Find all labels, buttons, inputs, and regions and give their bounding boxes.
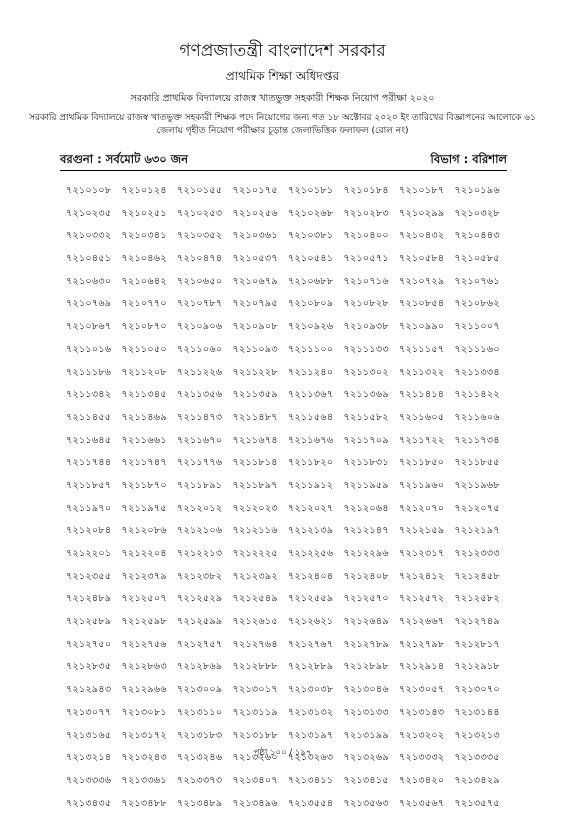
roll-number: ৭২১০৮৬২ (454, 298, 500, 310)
roll-number: ৭২১১৯৬৮ (454, 479, 500, 491)
roll-number: ৭২১০২৫১ (121, 207, 167, 219)
roll-number: ৭২১২৩৮২ (177, 570, 223, 582)
roll-number: ৭২১২৮৮৯ (288, 661, 334, 673)
roll-number: ৭২১২২০৪ (121, 548, 167, 559)
roll-number: ৭২১৩৪৯৬ (232, 797, 278, 809)
roll-number: ৭২১৩৪০৭ (232, 774, 278, 786)
roll-number: ৭২১১৮৫৫ (454, 457, 500, 469)
roll-number: ৭২১০৭৬১ (454, 275, 500, 287)
roll-number: ৭২১০৪৩২ (399, 230, 445, 242)
roll-number: ৭২১২৭৪৯ (454, 616, 500, 628)
roll-number: ৭২১১৭৭৬ (177, 457, 223, 469)
roll-number: ৭২১০১৮১ (288, 185, 334, 196)
roll-number: ৭২১২৫৮২ (454, 593, 500, 605)
roll-number: ৭২১১৪৭৩ (177, 411, 223, 423)
roll-number: ৭২১৩৩৩২ (399, 752, 445, 764)
roll-number: ৭২১১৬০৬ (454, 411, 500, 423)
roll-number: ৭২১২৮৯৮ (343, 661, 389, 673)
roll-number: ৭২১১৯৭৫ (121, 502, 167, 514)
roll-number: ৭২১২২২৫ (232, 548, 278, 559)
roll-number: ৭২১০৩৫২ (177, 230, 223, 242)
roll-number: ৭২১১৩৬৯ (343, 389, 389, 401)
roll-number: ৭২১০৯৯০ (399, 321, 445, 333)
roll-number: ৭২১০৫৩৭ (232, 253, 278, 265)
roll-number: ৭২১১৬০৫ (399, 411, 445, 423)
page-number: পৃষ্ঠা ১০০ / ১৯৭ (253, 748, 312, 758)
roll-number: ৭২১০২৫৩ (177, 207, 223, 219)
roll-number: ৭২১৩১৩২ (288, 706, 334, 718)
roll-number: ৭২১০২৫৬ (232, 207, 278, 219)
roll-number: ৭২১০৫৪১ (288, 253, 334, 265)
roll-number: ৭২১২৩৫৫ (66, 570, 112, 582)
roll-number: ৭২১২০৭০ (399, 502, 445, 514)
roll-number: ৭২১১৩৫৯ (232, 389, 278, 401)
roll-number: ৭২১২৫৭০ (343, 593, 389, 605)
roll-number: ৭২১৩৪২০ (399, 774, 445, 786)
department-title: প্রাথমিক শিক্ষা অধিদপ্তর (225, 69, 340, 83)
roll-number: ৭২১১০৯৩ (232, 343, 278, 355)
roll-number: ৭২১৩১৪৩ (399, 706, 445, 718)
roll-number: ৭২১১০১৬ (66, 343, 112, 355)
roll-number: ৭২১৩২৬৩ (288, 752, 334, 764)
roll-number: ৭২১১৬৭০ (177, 434, 223, 446)
roll-number: ৭২১১০৬০ (177, 343, 223, 355)
roll-number: ৭২১০৫৮৪ (399, 253, 445, 265)
roll-number: ৭২১১৮৯১ (177, 479, 223, 491)
roll-number: ৭২১৩১৪৪ (454, 706, 500, 718)
roll-number: ৭২১১৬৪৫ (66, 434, 112, 446)
roll-number: ৭২১১১০০ (288, 343, 334, 355)
roll-number: ৭২১২৫৭২ (399, 593, 445, 605)
roll-number: ৭২১৩৪২৯ (454, 774, 500, 786)
roll-number: ৭২১০৬৫০ (177, 275, 223, 287)
roll-number: ৭২১১৩৫৬ (177, 389, 223, 401)
roll-number: ৭২১৩৪৩৫ (66, 797, 112, 809)
roll-number: ৭২১১৯৫৯ (343, 479, 389, 491)
roll-number: ৭২১১১৩৩ (343, 343, 389, 355)
result-notice: সরকারি প্রাথমিক বিদ্যালয়ে রাজস্ব খাতভুক্ত সহকারী শিক্ষক পদে নিয়োগের জন্য গত ১৮ অক্টোবর ২০২০ ইং তারিখের বিজ্ঞাপনের আলোকে ৬১ জেলায় গৃহীত নিয়োগ পরীক্ষার চূড়ান্ত জেলাভিত্তিক ফলাফল (রোল নং) (29, 113, 536, 136)
roll-number: ৭২১০১৮৭ (399, 185, 445, 196)
roll-number: ৭২১১৮৭০ (121, 479, 167, 491)
roll-number: ৭২১২৮১৭ (454, 638, 500, 650)
roll-number: ৭২১০৪৫১ (66, 253, 112, 265)
roll-number: ৭২১০৮৫৪ (399, 298, 445, 310)
roll-number: ৭২১১৩২২ (399, 366, 445, 378)
roll-number: ৭২১১৩৬৭ (288, 389, 334, 401)
roll-number: ৭২১২৬৪৯ (343, 616, 389, 628)
roll-number: ৭২১০১৮৪ (343, 185, 389, 196)
roll-number: ৭২১০২৯৯ (399, 207, 445, 219)
roll-number: ৭২১১৬৭৬ (288, 434, 334, 446)
roll-number: ৭২১২১৩৯ (288, 525, 334, 537)
roll-number: ৭২১৩২১৩ (454, 729, 500, 741)
roll-number: ৭২১৩১৯৭ (288, 729, 334, 741)
roll-number: ৭২১৩৩৩৬ (66, 774, 112, 786)
roll-number: ৭২১২৪৮৯ (66, 593, 112, 605)
roll-number: ৭২১০৪৬২ (121, 253, 167, 265)
roll-number: ৭২১১৪৫৫ (66, 411, 112, 423)
roll-number: ৭২১৩০৭০ (454, 684, 500, 696)
roll-number: ৭২১০৫৭১ (343, 253, 389, 265)
roll-number: ৭২১১৫৮২ (343, 411, 389, 423)
roll-number: ৭২১১৩৪৫ (121, 389, 167, 401)
roll-number: ৭২১২৬২১ (288, 616, 334, 628)
roll-number: ৭২১০৭৮৭ (177, 298, 223, 310)
roll-number: ৭২১৩৪৮৯ (177, 797, 223, 809)
roll-number: ৭২১২৮৬৩ (121, 661, 167, 673)
roll-number: ৭২১৩৩৩৫ (454, 752, 500, 764)
roll-number: ৭২১৩২৬০ (232, 752, 278, 764)
exam-title: সরকারি প্রাথমিক বিদ্যালয়ে রাজস্ব খাতভুক্ত সহকারী শিক্ষক নিয়োগ পরীক্ষা ২০২০ (130, 93, 435, 104)
roll-number: ৭২১২৮৮৮ (232, 661, 278, 673)
roll-number: ৭২১১৯১২ (288, 479, 334, 491)
roll-number: ৭২১২০২৩ (232, 502, 278, 514)
roll-number: ৭২১২৯১৪ (399, 661, 445, 673)
roll-number: ৭২১১৮৫০ (399, 457, 445, 469)
roll-number: ৭২১০১২৪ (121, 185, 167, 196)
roll-number: ৭২১১৭৩৪ (454, 434, 500, 446)
roll-number: ৭২১০৮৭০ (121, 321, 167, 333)
division-name: বিভাগ : বরিশাল (430, 152, 507, 166)
roll-number: ৭২১৩৩৭৩ (177, 774, 223, 786)
roll-number: ৭২১২০২৭ (288, 502, 334, 514)
roll-number: ৭২১০৬৭৯ (232, 275, 278, 287)
roll-number: ৭২১৩১৮৩ (177, 729, 223, 741)
roll-number: ৭২১৩২৬৯ (343, 752, 389, 764)
roll-number: ৭২১২৫৪৯ (232, 593, 278, 605)
roll-number: ৭২১৩৩৬১ (121, 774, 167, 786)
roll-number: ৭২১০৮২৮ (343, 298, 389, 310)
roll-number: ৭২১২৫৯৮ (121, 616, 167, 628)
roll-number: ৭২১০৮০৯ (288, 298, 334, 310)
roll-number: ৭২১২১৯৭ (454, 525, 500, 537)
roll-number: ৭২১৩১৯৯ (343, 729, 389, 741)
roll-number: ৭২১২৫৮৯ (66, 616, 112, 628)
roll-number: ৭২১০৩৬১ (232, 230, 278, 242)
roll-number: ৭২১০৫৮৫ (454, 253, 500, 265)
roll-number: ৭২১১৭২২ (399, 434, 445, 446)
roll-number: ৭২১২৭৮৯ (343, 638, 389, 650)
roll-number: ৭২১২৩১৭ (399, 548, 445, 559)
roll-number: ৭২১২৭৬৪ (232, 638, 278, 650)
roll-number: ৭২১৩৫৬৩ (343, 797, 389, 809)
roll-number: ৭২১৩৫৫৪ (288, 797, 334, 809)
roll-number: ৭২১৩৫৬৭ (399, 797, 445, 809)
roll-number: ৭২১১০০৭ (454, 321, 500, 333)
roll-number: ৭২১০৩৮১ (288, 230, 334, 242)
roll-number: ৭২১৩১১৯ (232, 706, 278, 718)
roll-number: ৭২১৩০৮১ (121, 706, 167, 718)
roll-number: ৭২১২০৮৪ (66, 525, 112, 537)
roll-number: ৭২১২৯৬৬ (121, 684, 167, 696)
roll-number: ৭২১২৭৫০ (66, 638, 112, 650)
roll-number: ৭২১১০৫০ (121, 343, 167, 355)
roll-number: ৭২১০৭২৯ (399, 275, 445, 287)
roll-number: ৭২১২০৬৪ (343, 502, 389, 514)
roll-number: ৭২১৩০১৭ (232, 684, 278, 696)
roll-number: ৭২১৩১৮৮ (232, 729, 278, 741)
roll-number: ৭২১০৭৬৯ (66, 298, 112, 310)
roll-number: ৭২১২৫২৯ (177, 593, 223, 605)
roll-number: ৭২১৩১১০ (177, 706, 223, 718)
roll-number: ৭২১৩০৪৬ (343, 684, 389, 696)
roll-number: ৭২১১৮২০ (288, 457, 334, 469)
roll-number: ৭২১২০৮৬ (121, 525, 167, 537)
section-header (60, 151, 507, 165)
roll-number: ৭২১১৪৬৯ (121, 411, 167, 423)
roll-number: ৭২১০৮৬৭ (66, 321, 112, 333)
roll-number: ৭২১১৬৬১ (121, 434, 167, 446)
roll-number: ৭২১০২৩৫ (66, 207, 112, 219)
roll-number: ৭২১০২৬৮ (288, 207, 334, 219)
roll-number: ৭২১১৭৪৪ (66, 457, 112, 469)
roll-number: ৭২১০৪৭৪ (177, 253, 223, 265)
roll-number: ৭২১২৪৫৮ (454, 570, 500, 582)
roll-number: ৭২১২২৫৬ (288, 548, 334, 559)
roll-number: ৭২১২০১২ (177, 502, 223, 514)
roll-number: ৭২১২৭৯৮ (399, 638, 445, 650)
roll-number: ৭২১১২৪০ (288, 366, 334, 378)
roll-number: ৭২১০১০৮ (66, 185, 112, 196)
roll-number: ৭২১০৯২৬ (288, 321, 334, 333)
roll-number-grid (66, 180, 510, 815)
roll-number: ৭২১০৭৭০ (121, 298, 167, 310)
roll-number: ৭২১০৭৯৫ (232, 298, 278, 310)
roll-number: ৭২১২৮৬৯ (177, 661, 223, 673)
roll-number: ৭২১১৩৪২ (66, 389, 112, 401)
roll-number: ৭২১০৩২৮ (454, 207, 500, 219)
roll-number: ৭২১২৩৩৩ (454, 548, 500, 559)
roll-number: ৭২১২৪০৪ (288, 570, 334, 582)
roll-number: ৭২১১৫৬৪ (288, 411, 334, 423)
roll-number: ৭২১২৯৪৩ (66, 684, 112, 696)
roll-number: ৭২১২০৭৫ (454, 502, 500, 514)
roll-number: ৭২১১৮১৪ (232, 457, 278, 469)
roll-number: ৭২১১১৫৭ (399, 343, 445, 355)
roll-number: ৭২১২১৫৯ (399, 525, 445, 537)
roll-number: ৭২১০১৯৬ (454, 185, 500, 196)
roll-number: ৭২১৩০৫৭ (399, 684, 445, 696)
roll-number: ৭২১২১৪৭ (343, 525, 389, 537)
roll-number: ৭২১১৬৭৪ (232, 434, 278, 446)
roll-number: ৭২১২৫০৭ (121, 593, 167, 605)
roll-number: ৭২১৩০৩৮ (288, 684, 334, 696)
roll-number: ৭২১২৬৬৭ (399, 616, 445, 628)
roll-number: ৭২১৩২৪৬ (177, 752, 223, 764)
roll-number: ৭২১২৬১৫ (232, 616, 278, 628)
roll-number: ৭২১২৪০৮ (343, 570, 389, 582)
roll-number: ৭২১০১৫৫ (177, 185, 223, 196)
roll-number: ৭২১২২১৩ (177, 548, 223, 559)
roll-number: ৭২১০৪৪৩ (454, 230, 500, 242)
roll-number: ৭২১০৭১৬ (343, 275, 389, 287)
roll-number: ৭২১৩১৭২ (121, 729, 167, 741)
roll-number: ৭২১২১০৬ (177, 525, 223, 537)
roll-number: ৭২১০৯০৮ (232, 321, 278, 333)
roll-number: ৭২১০১৭৫ (232, 185, 278, 196)
roll-number: ৭২১০৯০৬ (177, 321, 223, 333)
roll-number: ৭২১১১৮৬ (66, 366, 112, 378)
section-divider (60, 170, 507, 171)
roll-number: ৭২১৩০০৯ (177, 684, 223, 696)
roll-number: ৭২১২১১৬ (232, 525, 278, 537)
roll-number: ৭২১১২২৮ (232, 366, 278, 378)
roll-number: ৭২১১৭৪৭ (121, 457, 167, 469)
roll-number: ৭২১০৩৪১ (121, 230, 167, 242)
roll-number: ৭২১০৪০০ (343, 230, 389, 242)
roll-number: ৭২১২৪১২ (399, 570, 445, 582)
roll-number: ৭২১২৭৫৭ (177, 638, 223, 650)
roll-number: ৭২১১৯৬০ (399, 479, 445, 491)
roll-number: ৭২১২৯১৮ (454, 661, 500, 673)
roll-number: ৭২১৩২৪৩ (121, 752, 167, 764)
roll-number: ৭২১৩১৩৩ (343, 706, 389, 718)
roll-number: ৭২১১২২৬ (177, 366, 223, 378)
roll-number: ৭২১৩২০২ (399, 729, 445, 741)
roll-number: ৭২১২৩৭৯ (121, 570, 167, 582)
roll-number: ৭২১১৪২২ (454, 389, 500, 401)
roll-number: ৭২১৩৫৭৫ (454, 797, 500, 809)
roll-number: ৭২১১৮৯৭ (232, 479, 278, 491)
roll-number: ৭২১০৯৩৮ (343, 321, 389, 333)
roll-number: ৭২১৩০৭৭ (66, 706, 112, 718)
roll-number: ৭২১৩১৬৫ (66, 729, 112, 741)
roll-number: ৭২১১৯৭০ (66, 502, 112, 514)
roll-number: ৭২১০৬৩০ (66, 275, 112, 287)
roll-number: ৭২১১৮৩১ (343, 457, 389, 469)
roll-number: ৭২১১৪১৪ (399, 389, 445, 401)
roll-number: ৭২১৩৪১১ (288, 774, 334, 786)
roll-number: ৭২১২৫৫৯ (288, 593, 334, 605)
roll-number: ৭২১৩২১৪ (66, 752, 112, 764)
roll-number: ৭২১১৮৫৭ (66, 479, 112, 491)
roll-number: ৭২১০৬৮৮ (288, 275, 334, 287)
roll-number: ৭২১০৩৩২ (66, 230, 112, 242)
district-total: বরগুনা : সর্বমোট ৬৩০ জন (60, 152, 188, 166)
roll-number: ৭২১২২৯৬ (343, 548, 389, 559)
roll-number: ৭২১১৩৩৪ (454, 366, 500, 378)
roll-number: ৭২১২৭৬৭ (288, 638, 334, 650)
roll-number: ৭২১০২৮৩ (343, 207, 389, 219)
roll-number: ৭২১১২০৮ (121, 366, 167, 378)
roll-number: ৭২১১৪৮৭ (232, 411, 278, 423)
roll-number: ৭২১৩৪৮৮ (121, 797, 167, 809)
roll-number: ৭২১৩৪১৫ (343, 774, 389, 786)
government-title: গণপ্রজাতন্ত্রী বাংলাদেশ সরকার (179, 41, 386, 61)
roll-number: ৭২১২৭৫৬ (121, 638, 167, 650)
roll-number: ৭২১২৫৯৯ (177, 616, 223, 628)
roll-number: ৭২১২২০১ (66, 548, 112, 559)
roll-number: ৭২১১১৬০ (454, 343, 500, 355)
roll-number: ৭২১১৭০৯ (343, 434, 389, 446)
roll-number: ৭২১০৬৪২ (121, 275, 167, 287)
roll-number: ৭২১২৮৩৫ (66, 661, 112, 673)
roll-number: ৭২১১৩০২ (343, 366, 389, 378)
roll-number: ৭২১২৩৯২ (232, 570, 278, 582)
